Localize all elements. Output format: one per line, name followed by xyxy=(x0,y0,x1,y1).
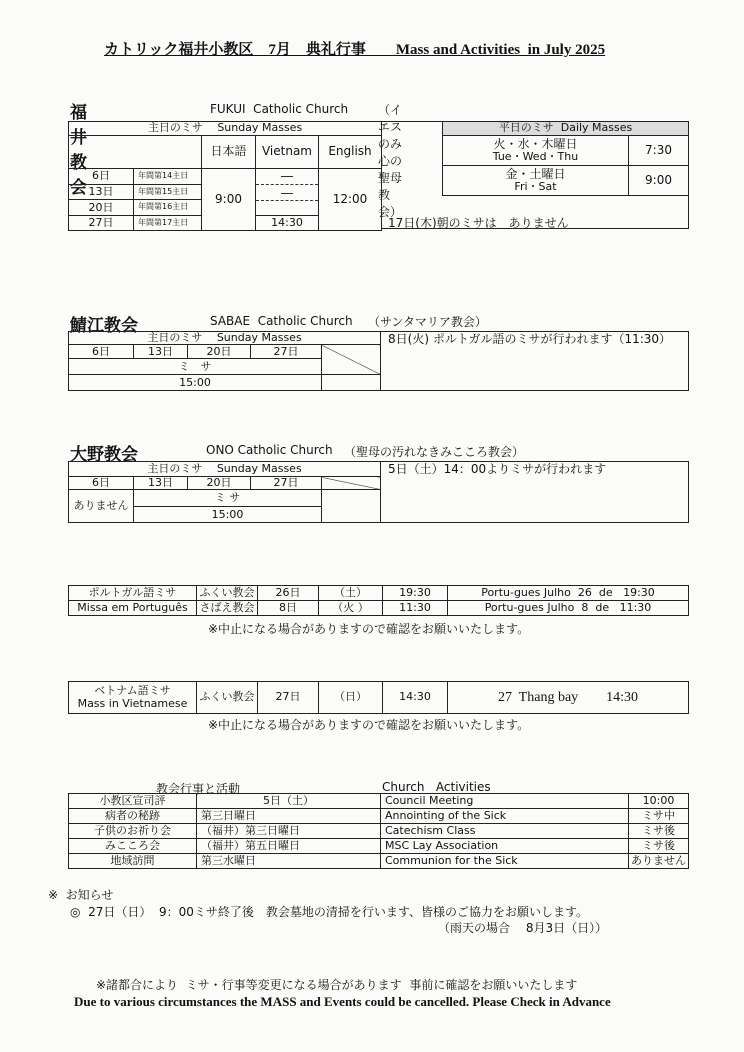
portuguese-pt-text: Portu-gues Julho 8 de 11:30 xyxy=(448,601,689,616)
sabae-date: 6日 xyxy=(69,345,134,359)
fukui-vn-cell xyxy=(256,169,319,216)
sabae-blank-cell xyxy=(322,375,381,391)
sabae-mass: ミ サ xyxy=(69,359,322,375)
activity-when: （福井）第五日曜日 xyxy=(197,839,381,854)
activity-when: 第三日曜日 xyxy=(197,809,381,824)
ono-date: 13日 xyxy=(134,477,188,490)
vietnamese-label-ja: ベトナム語ミサ xyxy=(94,684,171,698)
fukui-week: 年間第17主日 xyxy=(134,216,202,231)
portuguese-caution: ※中止になる場合がありますので確認をお願いいたします。 xyxy=(208,622,530,636)
fukui-sunday-table xyxy=(68,121,382,231)
fukui-col-en: English xyxy=(319,136,382,169)
sabae-date: 20日 xyxy=(188,345,251,359)
ono-sunday-header: 主日のミサ Sunday Masses xyxy=(69,462,381,477)
activity-en: Communion for the Sick xyxy=(381,854,629,869)
ono-none: ありません xyxy=(69,490,134,523)
fukui-ja-time: 9:00 xyxy=(202,169,256,231)
portuguese-date: 26日 xyxy=(258,586,319,601)
fukui-week: 年間第14主日 xyxy=(134,169,202,185)
ono-date: 20日 xyxy=(188,477,251,490)
sabae-sunday-header: 主日のミサ Sunday Masses xyxy=(69,332,381,345)
sabae-church-en: SABAE Catholic Church xyxy=(210,314,353,328)
fukui-daily-header: 平日のミサ Daily Masses xyxy=(443,122,689,136)
ono-slash-cell xyxy=(322,477,381,490)
sabae-slash-cell xyxy=(322,345,381,375)
vietnamese-table xyxy=(68,681,689,714)
fukui-daily-en: Tue・Wed・Thu xyxy=(492,150,579,164)
fukui-vn-dash: ― xyxy=(281,186,293,200)
activities-header-ja: 教会行事と活動 xyxy=(156,782,241,796)
fukui-blank-cell xyxy=(69,136,202,169)
sabae-church-name: 鯖江教会 xyxy=(70,316,138,336)
activity-name: 病者の秘跡 xyxy=(69,809,197,824)
sabae-date: 27日 xyxy=(251,345,322,359)
fukui-daily-ja: 火・水・木曜日 xyxy=(493,136,578,151)
sabae-sunday-table xyxy=(68,331,381,391)
activity-name: 地域訪問 xyxy=(69,854,197,869)
fukui-note: 17日(木)朝のミサは ありません xyxy=(388,216,569,230)
activities-header-en: Church Activities xyxy=(382,780,491,794)
page-title: カトリック福井小教区 7月 典礼行事 Mass and Activities in July 2025 xyxy=(104,42,606,58)
activity-name: 小教区宣司評 xyxy=(69,794,197,809)
fukui-church-en: FUKUI Catholic Church xyxy=(210,102,349,116)
ono-blank-cell xyxy=(322,490,381,523)
fukui-daily-day xyxy=(443,136,629,166)
sabae-church-sub: （サンタマリア教会） xyxy=(368,315,487,329)
vietnamese-vn-text: 27 Thang bay 14:30 xyxy=(448,682,689,714)
fukui-vn-dash: ― xyxy=(281,169,293,183)
ono-church-name: 大野教会 xyxy=(70,445,138,465)
portuguese-church: さばえ教会 xyxy=(197,601,258,616)
fukui-daily-table xyxy=(442,121,689,196)
vietnamese-church: ふくい教会 xyxy=(197,682,258,714)
vietnamese-caution: ※中止になる場合がありますので確認をお願いいたします。 xyxy=(208,718,530,732)
activity-en: MSC Lay Association xyxy=(381,839,629,854)
notice-line2: （雨天の場合 8月3日（日）） xyxy=(438,921,608,935)
ono-sunday-table xyxy=(68,461,381,523)
sabae-time: 15:00 xyxy=(69,375,322,391)
fukui-col-vn: Vietnam xyxy=(256,136,319,169)
ono-church-sub: （聖母の汚れなきみこころ教会） xyxy=(344,445,525,459)
ono-note: 5日（土）14：00よりミサが行われます xyxy=(388,462,607,476)
ono-date: 27日 xyxy=(251,477,322,490)
portuguese-dow: （火 ） xyxy=(319,601,383,616)
footer-ja: ※諸都合により ミサ・行事等変更になる場合があります 事前に確認をお願いいたします xyxy=(96,978,578,992)
fukui-daily-time: 9:00 xyxy=(629,166,689,196)
ono-date: 6日 xyxy=(69,477,134,490)
vietnamese-time: 14:30 xyxy=(383,682,448,714)
activity-when: （福井）第三日曜日 xyxy=(197,824,381,839)
portuguese-church: ふくい教会 xyxy=(197,586,258,601)
activity-en: Annointing of the Sick xyxy=(381,809,629,824)
fukui-date: 6日 xyxy=(69,169,134,185)
vietnamese-date: 27日 xyxy=(258,682,319,714)
vietnamese-dow: （日） xyxy=(319,682,383,714)
portuguese-label-ja: ポルトガル語ミサ xyxy=(69,586,197,601)
fukui-date: 20日 xyxy=(69,200,134,216)
portuguese-dow: （土） xyxy=(319,586,383,601)
portuguese-label-pt: Missa em Português xyxy=(69,601,197,616)
activity-when: 5日（土） xyxy=(197,794,381,809)
fukui-date: 27日 xyxy=(69,216,134,231)
fukui-date: 13日 xyxy=(69,184,134,200)
ono-time: 15:00 xyxy=(134,507,322,523)
fukui-daily-en: Fri・Sat xyxy=(514,180,557,194)
activity-en: Catechism Class xyxy=(381,824,629,839)
portuguese-date: 8日 xyxy=(258,601,319,616)
notice-heading: ※ お知らせ xyxy=(48,888,114,902)
sabae-note: 8日(火) ポルトガル語のミサが行われます（11:30） xyxy=(388,332,672,346)
fukui-week: 年間第15主日 xyxy=(134,184,202,200)
notice-line1: ◎ 27日（日） 9：00ミサ終了後 教会墓地の清掃を行います、皆様のご協力をお願いします。 xyxy=(70,905,588,919)
sabae-date: 13日 xyxy=(134,345,188,359)
activity-en: Council Meeting xyxy=(381,794,629,809)
activity-name: みこころ会 xyxy=(69,839,197,854)
activities-table xyxy=(68,793,689,869)
fukui-daily-ja: 金・土曜日 xyxy=(505,166,566,181)
fukui-col-ja: 日本語 xyxy=(202,136,256,169)
fukui-vn-time: 14:30 xyxy=(256,216,319,231)
activity-name: 子供のお祈り会 xyxy=(69,824,197,839)
portuguese-table xyxy=(68,585,689,616)
ono-mass: ミ サ xyxy=(134,490,322,507)
activity-time: 10:00 xyxy=(629,794,689,809)
fukui-daily-time: 7:30 xyxy=(629,136,689,166)
activity-time: ミサ後 xyxy=(629,839,689,854)
vietnamese-label-en: Mass in Vietnamese xyxy=(77,696,188,710)
activity-time: ミサ後 xyxy=(629,824,689,839)
fukui-daily-day xyxy=(443,166,629,196)
fukui-church-sub: （イエスのみ心の聖母教会） xyxy=(378,103,403,219)
ono-church-en: ONO Catholic Church xyxy=(206,443,333,457)
activity-when: 第三水曜日 xyxy=(197,854,381,869)
portuguese-pt-text: Portu-gues Julho 26 de 19:30 xyxy=(448,586,689,601)
activity-time: ミサ中 xyxy=(629,809,689,824)
portuguese-time: 11:30 xyxy=(383,601,448,616)
fukui-church-name: 福井教会 xyxy=(70,103,87,198)
footer-en: Due to various circumstances the MASS and Events could be cancelled. Please Check in Advance xyxy=(74,994,611,1009)
portuguese-time: 19:30 xyxy=(383,586,448,601)
activity-time: ありません xyxy=(629,854,689,869)
fukui-sunday-header: 主日のミサ Sunday Masses xyxy=(69,122,382,136)
vietnamese-label xyxy=(69,682,197,714)
fukui-week: 年間第16主日 xyxy=(134,200,202,216)
fukui-en-time: 12:00 xyxy=(319,169,382,231)
